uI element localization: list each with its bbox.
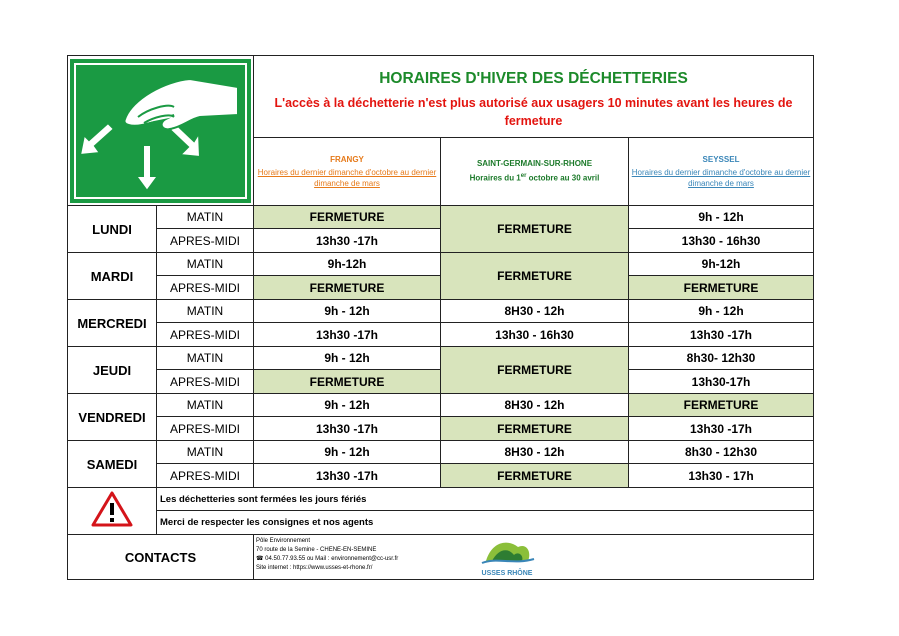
day-label: JEUDI xyxy=(68,347,157,394)
schedule-cell: FERMETURE xyxy=(254,370,441,394)
schedule-cell: 9h - 12h xyxy=(254,347,441,370)
site-name: SAINT-GERMAIN-SUR-RHONE xyxy=(476,159,593,169)
period-label: MATIN xyxy=(157,300,254,323)
schedule-cell: 13h30 -17h xyxy=(254,417,441,441)
schedule-cell: FERMETURE xyxy=(441,206,629,253)
contact-info xyxy=(254,535,814,580)
schedule-cell: 9h-12h xyxy=(629,253,814,276)
schedule-cell: FERMETURE xyxy=(629,394,814,417)
site-hours: Horaires du 1er octobre au 30 avril xyxy=(469,173,600,183)
holiday-notice: Les déchetteries sont fermées les jours fériés xyxy=(157,488,814,511)
day-label: MARDI xyxy=(68,253,157,300)
page-title: HORAIRES D'HIVER DES DÉCHETTERIES xyxy=(379,69,688,87)
period-label: MATIN xyxy=(157,394,254,417)
schedule-cell: FERMETURE xyxy=(441,417,629,441)
site-name: FRANGY xyxy=(330,154,364,164)
schedule-cell: 9h-12h xyxy=(254,253,441,276)
schedule-cell: 13h30 - 16h30 xyxy=(629,229,814,253)
contact-address: 70 route de la Semine - CHENE-EN-SEMINE xyxy=(256,547,377,553)
usses-rhone-logo xyxy=(478,537,536,575)
respect-notice: Merci de respecter les consignes et nos agents xyxy=(157,511,814,535)
period-label: APRES-MIDI xyxy=(157,417,254,441)
period-label: APRES-MIDI xyxy=(157,464,254,488)
site-header-saint-germain xyxy=(441,138,629,206)
schedule-cell: FERMETURE xyxy=(629,276,814,300)
schedule-cell: FERMETURE xyxy=(441,253,629,300)
schedule-cell: FERMETURE xyxy=(254,276,441,300)
day-label: SAMEDI xyxy=(68,441,157,488)
schedule-cell: 9h - 12h xyxy=(254,300,441,323)
schedule-cell: 13h30 - 16h30 xyxy=(441,323,629,347)
period-label: APRES-MIDI xyxy=(157,323,254,347)
schedule-table xyxy=(67,55,814,580)
usses-rhone-logo-text: USSES RHÔNE xyxy=(481,570,533,577)
contact-phone-mail[interactable]: ☎ 04.50.77.93.55 ou Mail : environnement@cc-usr.fr xyxy=(256,556,399,562)
title-block xyxy=(254,56,814,138)
site-name: SEYSSEL xyxy=(702,154,740,164)
site-header-seyssel xyxy=(629,138,814,206)
contact-website-link[interactable]: Site internet : https://www.usses-et-rhone.fr/ xyxy=(256,565,373,571)
schedule-cell: 13h30 -17h xyxy=(254,323,441,347)
recycling-logo xyxy=(68,56,254,206)
schedule-cell: 8h30- 12h30 xyxy=(629,347,814,370)
period-label: MATIN xyxy=(157,253,254,276)
day-label: VENDREDI xyxy=(68,394,157,441)
schedule-cell: 13h30 -17h xyxy=(629,417,814,441)
schedule-cell: 13h30-17h xyxy=(629,370,814,394)
schedule-cell: 8H30 - 12h xyxy=(441,300,629,323)
access-warning: L'accès à la déchetterie n'est plus autorisé aux usagers 10 minutes avant les heures de fermeture xyxy=(274,95,793,128)
day-label: LUNDI xyxy=(68,206,157,253)
schedule-cell: 8H30 - 12h xyxy=(441,441,629,464)
period-label: MATIN xyxy=(157,206,254,229)
day-label: MERCREDI xyxy=(68,300,157,347)
period-label: APRES-MIDI xyxy=(157,370,254,394)
schedule-cell: 9h - 12h xyxy=(629,300,814,323)
schedule-cell: 13h30 -17h xyxy=(254,464,441,488)
site-hours: Horaires du dernier dimanche d'octobre au dernier dimanche de mars xyxy=(631,167,811,188)
schedule-cell: 8h30 - 12h30 xyxy=(629,441,814,464)
schedule-cell: 9h - 12h xyxy=(254,441,441,464)
schedule-cell: FERMETURE xyxy=(441,464,629,488)
schedule-cell: 8H30 - 12h xyxy=(441,394,629,417)
schedule-cell: 9h - 12h xyxy=(254,394,441,417)
warning-triangle-icon xyxy=(91,491,133,527)
contacts-label: CONTACTS xyxy=(68,535,254,580)
contact-line: Pôle Environnement xyxy=(256,538,311,544)
schedule-cell: FERMETURE xyxy=(254,206,441,229)
period-label: APRES-MIDI xyxy=(157,276,254,300)
warning-cell xyxy=(68,488,157,535)
schedule-cell: 13h30 -17h xyxy=(629,323,814,347)
period-label: MATIN xyxy=(157,441,254,464)
period-label: APRES-MIDI xyxy=(157,229,254,253)
schedule-cell: 9h - 12h xyxy=(629,206,814,229)
site-header-frangy xyxy=(254,138,441,206)
hand-arrows-icon xyxy=(70,59,251,203)
site-hours: Horaires du dernier dimanche d'octobre au dernier dimanche de mars xyxy=(257,167,437,188)
period-label: MATIN xyxy=(157,347,254,370)
schedule-cell: FERMETURE xyxy=(441,347,629,394)
schedule-cell: 13h30 -17h xyxy=(254,229,441,253)
schedule-cell: 13h30 - 17h xyxy=(629,464,814,488)
